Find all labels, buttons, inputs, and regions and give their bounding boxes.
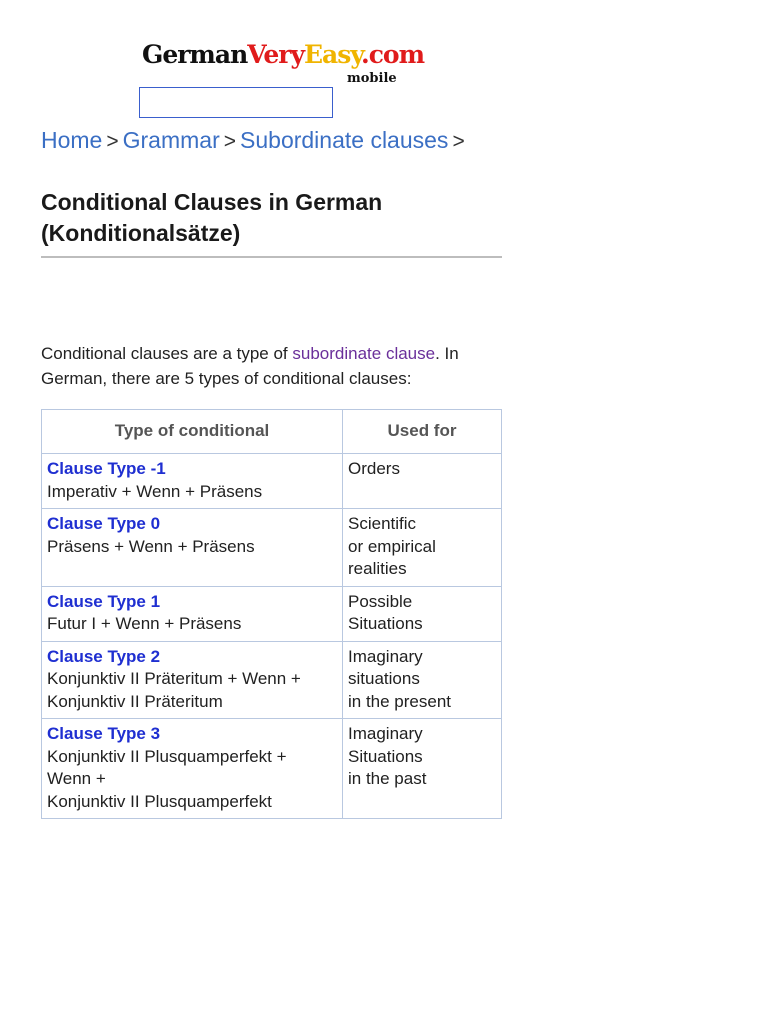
subordinate-clause-link[interactable]: subordinate clause	[292, 344, 436, 363]
used-for-text: situations	[348, 669, 420, 688]
used-for-text: realities	[348, 559, 407, 578]
used-for-text: Situations	[348, 614, 423, 633]
clause-type-link[interactable]: Clause Type 1	[47, 591, 161, 611]
clause-type-link[interactable]: Clause Type 2	[47, 646, 161, 666]
clause-type-link[interactable]: Clause Type 3	[47, 724, 161, 743]
breadcrumb-separator: >	[106, 130, 119, 153]
used-for-text: Orders	[348, 459, 400, 478]
page-title-line1: Conditional Clauses in German	[41, 189, 383, 215]
table-row	[42, 641, 502, 719]
title-divider	[41, 256, 502, 258]
table-header-row	[42, 410, 502, 454]
clause-formula: Futur I + Wenn + Präsens	[47, 614, 242, 633]
intro-text-after: . In German, there are 5 types of conditional clauses:	[41, 344, 459, 388]
clause-type-link[interactable]: Clause Type -1	[47, 459, 166, 478]
clause-formula: Konjunktiv II Plusquamperfekt +	[47, 746, 287, 766]
page-title	[41, 187, 501, 249]
column-header-used-for: Used for	[343, 410, 502, 454]
clause-formula: Konjunktiv II Plusquamperfekt	[47, 791, 272, 811]
clause-type-cell	[42, 454, 343, 509]
clause-formula: Konjunktiv II Präteritum + Wenn +	[47, 669, 301, 688]
site-logo[interactable]	[142, 40, 424, 69]
clause-type-cell	[42, 509, 343, 587]
clause-formula: Wenn +	[47, 769, 106, 788]
logo-german: German	[142, 40, 248, 69]
clause-formula: Konjunktiv II Präteritum	[47, 691, 223, 711]
table-row	[42, 454, 502, 509]
search-input[interactable]	[139, 87, 333, 118]
table-row	[42, 509, 502, 587]
used-for-text: Imaginary	[348, 724, 423, 743]
column-header-type: Type of conditional	[42, 410, 343, 454]
clause-type-link[interactable]: Clause Type 0	[47, 514, 161, 533]
clause-formula: Präsens + Wenn + Präsens	[47, 536, 255, 556]
used-for-text: or empirical	[348, 536, 436, 556]
used-for-text: Imaginary	[348, 646, 423, 666]
table-row	[42, 586, 502, 641]
used-for-text: Possible	[348, 591, 413, 611]
breadcrumb-home[interactable]: Home	[41, 127, 103, 153]
breadcrumb-separator: >	[223, 130, 237, 153]
intro-paragraph	[41, 341, 501, 391]
table-row	[42, 719, 502, 819]
breadcrumb-grammar[interactable]: Grammar	[122, 127, 220, 153]
breadcrumb-subordinate-clauses[interactable]: Subordinate clauses	[240, 127, 449, 153]
used-for-text: Scientific	[348, 514, 417, 533]
used-for-cell	[343, 719, 502, 819]
clause-type-cell	[42, 586, 343, 641]
used-for-text: in the present	[348, 691, 452, 711]
clause-formula: Imperativ + Wenn + Präsens	[47, 481, 263, 501]
used-for-text: Situations	[348, 746, 423, 766]
used-for-cell	[343, 509, 502, 587]
page-title-line2: (Konditionalsätze)	[41, 220, 241, 246]
logo-mobile-tag: mobile	[347, 71, 397, 86]
clause-type-cell	[42, 719, 343, 819]
breadcrumb	[41, 127, 469, 154]
logo-com: .com	[360, 40, 425, 69]
used-for-cell	[343, 586, 502, 641]
logo-easy: Easy	[303, 40, 361, 69]
logo-very: Very	[247, 40, 304, 69]
clause-type-cell	[42, 641, 343, 719]
intro-text-before: Conditional clauses are a type of	[41, 344, 293, 363]
used-for-cell	[343, 641, 502, 719]
conditional-types-table	[41, 409, 502, 819]
used-for-cell	[343, 454, 502, 509]
used-for-text: in the past	[348, 769, 427, 788]
breadcrumb-separator: >	[452, 130, 465, 153]
